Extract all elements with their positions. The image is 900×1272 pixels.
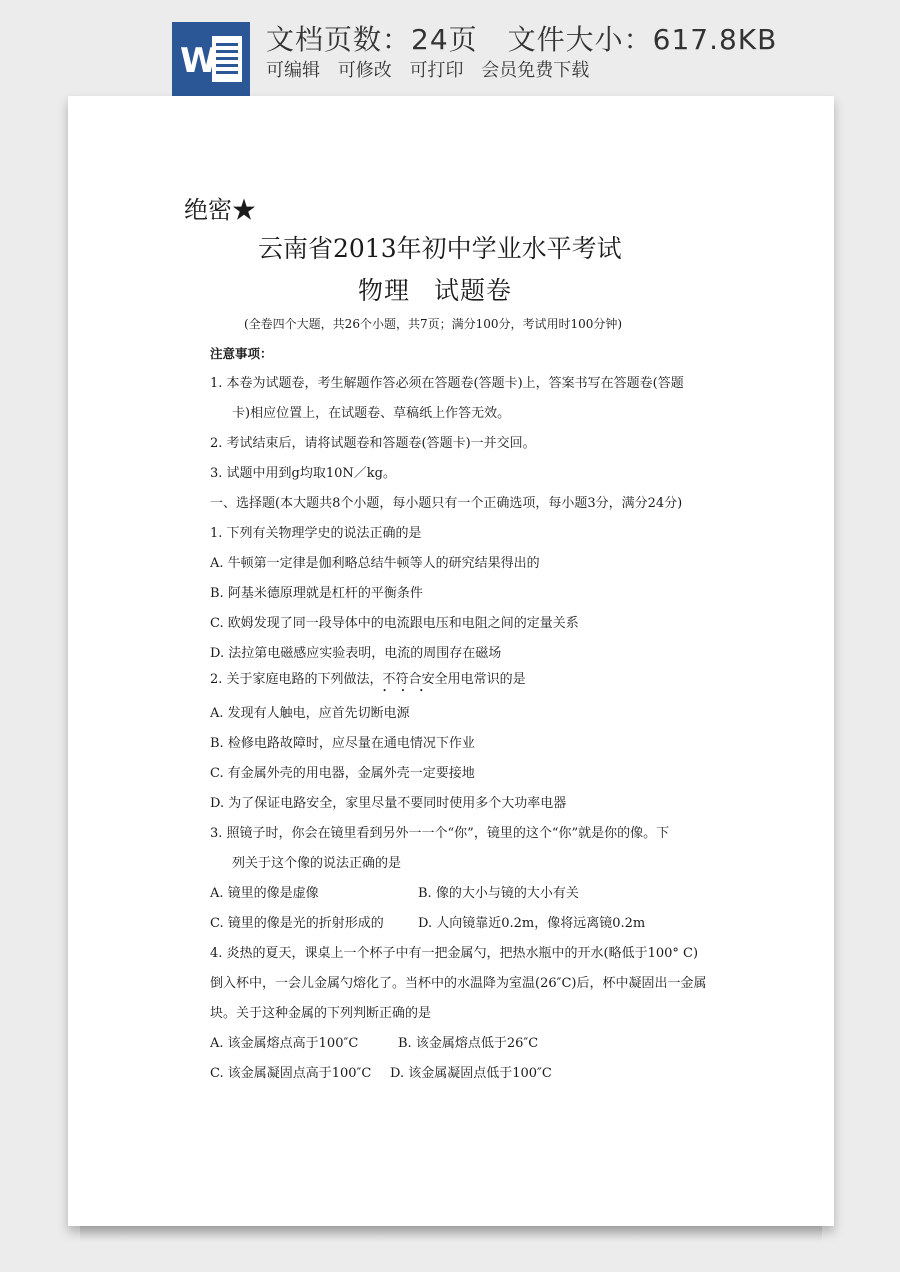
exam-info: (全卷四个大题，共26个小题，共7页；满分100分，考试用时100分钟): [244, 317, 623, 331]
feature-modifiable: 可修改: [337, 60, 392, 81]
question-1: 1. 下列有关物理学史的说法正确的是: [210, 526, 422, 541]
q2-text-end: 安全用电常识的是: [421, 672, 526, 687]
question-2: [210, 672, 526, 688]
q1-option-a: A. 牛顿第一定律是伽利略总结牛顿等人的研究结果得出的: [210, 556, 540, 571]
confidential-mark: 绝密★: [184, 196, 256, 224]
question-3-line-2: 列关于这个像的说法正确的是: [232, 856, 402, 871]
q2-option-a: A. 发现有人触电，应首先切断电源: [210, 706, 410, 721]
q3-option-a: A. 镜里的像是虚像: [210, 886, 319, 901]
question-4-line-3: 块。关于这种金属的下列判断正确的是: [210, 1006, 432, 1021]
q1-option-d: D. 法拉第电磁感应实验表明，电流的周围存在磁场: [210, 646, 502, 661]
word-letter: W: [180, 41, 218, 81]
notice-1-line-2: 卡)相应位置上，在试题卷、草稿纸上作答无效。: [232, 406, 511, 421]
question-4-line-2: 倒入杯中，一会儿金属勺熔化了。当杯中的水温降为室温(26″C)后，杯中凝固出一金属: [210, 976, 707, 991]
q1-option-b: B. 阿基米德原理就是杠杆的平衡条件: [210, 586, 423, 601]
notice-heading: 注意事项：: [210, 346, 273, 361]
q3-option-d: D. 人向镜靠近0.2m，像将远离镜0.2m: [418, 916, 646, 931]
paper-shadow: [80, 1226, 822, 1242]
question-4-line-1: 4. 炎热的夏天，课桌上一个杯子中有一把金属勺，把热水瓶中的开水(略低于100° C): [210, 946, 699, 961]
document-page: [68, 96, 834, 1226]
subject-name: 物理: [358, 276, 411, 305]
q2-option-d: D. 为了保证电路安全，家里尽量不要同时使用多个大功率电器: [210, 796, 567, 811]
paper-type: 试题卷: [434, 276, 513, 305]
notice-2: 2. 考试结束后，请将试题卷和答题卷(答题卡)一并交回。: [210, 436, 536, 451]
download-banner: [0, 0, 900, 96]
q1-option-c: C. 欧姆发现了同一段导体中的电流跟电压和电阻之间的定量关系: [210, 616, 579, 631]
q2-option-b: B. 检修电路故障时，应尽量在通电情况下作业: [210, 736, 475, 751]
q4-option-b: B. 该金属熔点低于26″C: [398, 1036, 539, 1051]
section-1-heading: 一、选择题(本大题共8个小题，每小题只有一个正确选项，每小题3分，满分24分): [210, 496, 683, 511]
exam-title: 云南省2013年初中学业水平考试: [258, 234, 622, 263]
q2-option-c: C. 有金属外壳的用电器，金属外壳一定要接地: [210, 766, 475, 781]
feature-printable: 可打印: [409, 60, 464, 81]
q4-option-c: C. 该金属凝固点高于100″C: [210, 1066, 372, 1081]
exam-subject-title: [358, 276, 512, 306]
notice-3: 3. 试题中用到g均取10N／kg。: [210, 466, 396, 481]
banner-features: [266, 56, 601, 82]
q4-option-a: A. 该金属熔点高于100″C: [210, 1036, 359, 1051]
q3-option-c: C. 镜里的像是光的折射形成的: [210, 916, 384, 931]
question-3-line-1: 3. 照镜子时，你会在镜里看到另外一一个“你”，镜里的这个“你”就是你的像。下: [210, 826, 670, 841]
file-size: 文件大小：617.8KB: [507, 23, 778, 56]
feature-member-download: 会员免费下载: [481, 60, 590, 81]
word-icon: [172, 22, 250, 96]
notice-1-line-1: 1. 本卷为试题卷，考生解题作答必须在答题卷(答题卡)上，答案书写在答题卷(答题: [210, 376, 684, 391]
page-count: 文档页数：24页: [266, 23, 478, 56]
q4-option-d: D. 该金属凝固点低于100″C: [390, 1066, 552, 1081]
q2-emphasis: 不符合 • • •: [383, 672, 422, 687]
feature-editable: 可编辑: [266, 60, 320, 81]
q2-text-start: 2. 关于家庭电路的下列做法，: [210, 672, 383, 687]
q3-option-b: B. 像的大小与镜的大小有关: [418, 886, 579, 901]
banner-file-info: [266, 18, 777, 58]
